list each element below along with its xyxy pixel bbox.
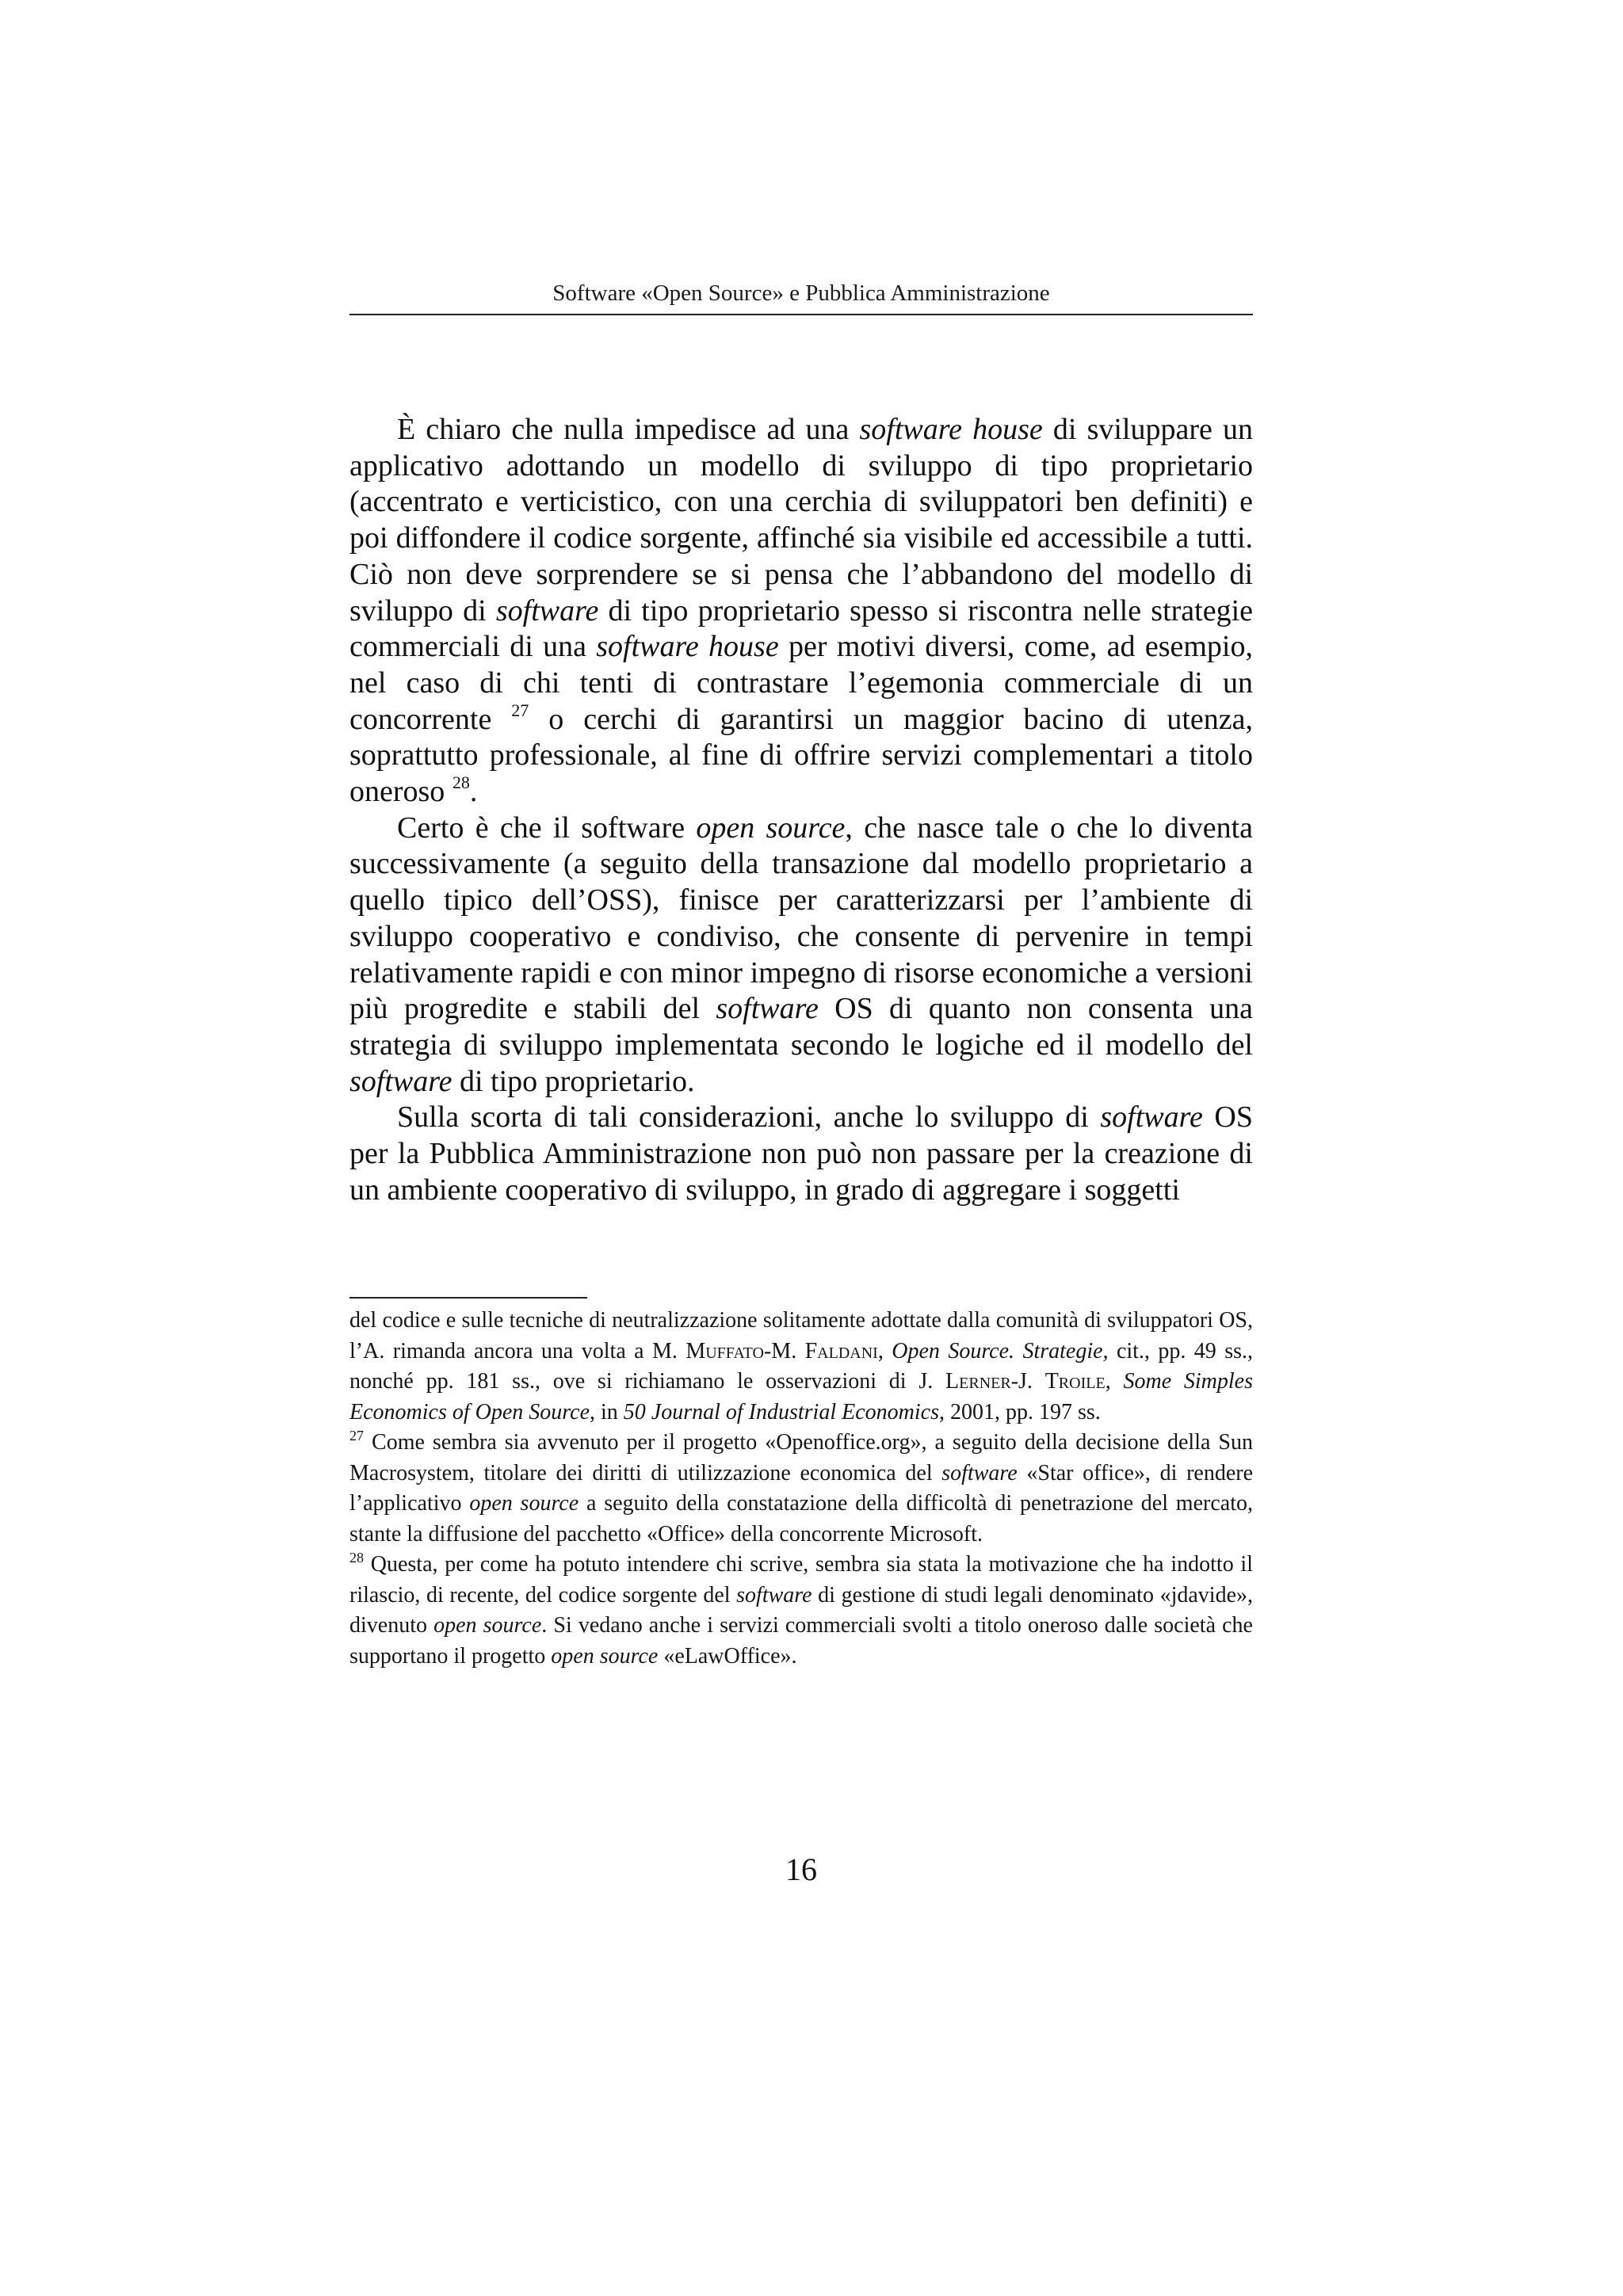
- paragraph-3: Sulla scorta di tali considerazioni, anche lo sviluppo di software OS per la Pubblica Amministrazione non può non passare per la creazione di un ambiente cooperativo di sviluppo, in grado di aggregare i soggetti: [349, 1100, 1253, 1207]
- footnote-ref-28: 28: [452, 772, 470, 793]
- body-text: [349, 412, 1253, 1208]
- paragraph-1: È chiaro che nulla impedisce ad una software house di sviluppare un applicativo adottando un modello di sviluppo di tipo proprietario (accentrato e verticistico, con una cerchia di sviluppatori ben definiti) e poi diffondere il codice sorgente, affinché sia visibile ed accessibile a tutti. Ciò non deve sorprendere se si pensa che l’abbandono del modello di sviluppo di software di tipo proprietario spesso si riscontra nelle strategie commerciali di una software house per motivi diversi, come, ad esempio, nel caso di chi tenti di contrastare l’egemonia commerciale di un concorrente $^{27}$ o cerchi di garantirsi un maggior bacino di utenza, soprattutto professionale, al fine di offrire servizi complementari a titolo oneroso $^{28}$.: [349, 413, 1253, 809]
- footnote-27: $^{27}$ Come sembra sia avvenuto per il progetto «Openoffice.org», a seguito della decisione della Sun Macrosystem, titolare dei diritti di utilizzazione economica del software «Star office», di rendere l’applicativo open source a seguito della constatazione della difficoltà di penetrazione del mercato, stante la diffusione del pacchetto «Office» della concorrente Microsoft.: [349, 1428, 1253, 1547]
- paragraph-2: Certo è che il software open source, che nasce tale o che lo diventa successivamente (a seguito della transazione dal modello proprietario a quello tipico dell’OSS), finisce per caratterizzarsi per l’ambiente di sviluppo cooperativo e condiviso, che consente di pervenire in tempi relativamente rapidi e con minor impegno di risorse economiche a versioni più progredite e stabili del software OS di quanto non consenta una strategia di sviluppo implementata secondo le logiche ed il modello del software di tipo proprietario.: [349, 810, 1253, 1098]
- footnotes: [349, 1306, 1253, 1672]
- running-header: Software «Open Source» e Pubblica Amministrazione: [552, 280, 1050, 306]
- page-number: 16: [785, 1852, 817, 1887]
- footnote-continuation: del codice e sulle tecniche di neutralizzazione solitamente adottate dalla comunità di sviluppatori OS, l’A. rimanda ancora una volta a M. Muffato-M. Faldani, Open Source. Strategie, cit., pp. 49 ss., nonché pp. 181 ss., ove si richiamano le osservazioni di J. Lerner-J. Troile, Some Simples Economics of Open Source, in 50 Journal of Industrial Economics, 2001, pp. 197 ss.: [349, 1308, 1254, 1425]
- header-rule: [349, 314, 1253, 315]
- footnote-number-27: 27: [349, 1428, 364, 1444]
- footnote-rule: [349, 1297, 587, 1299]
- footnote-number-28: 28: [349, 1550, 364, 1566]
- footnote-28: $^{28}$ Questa, per come ha potuto intendere chi scrive, sembra sia stata la motivazione che ha indotto il rilascio, di recente, del codice sorgente del software di gestione di studi legali denominato «jdavide», divenuto open source. Si vedano anche i servizi commerciali svolti a titolo oneroso dalle società che supportano il progetto open source «eLawOffice».: [349, 1550, 1253, 1669]
- footnote-ref-27: 27: [511, 700, 529, 720]
